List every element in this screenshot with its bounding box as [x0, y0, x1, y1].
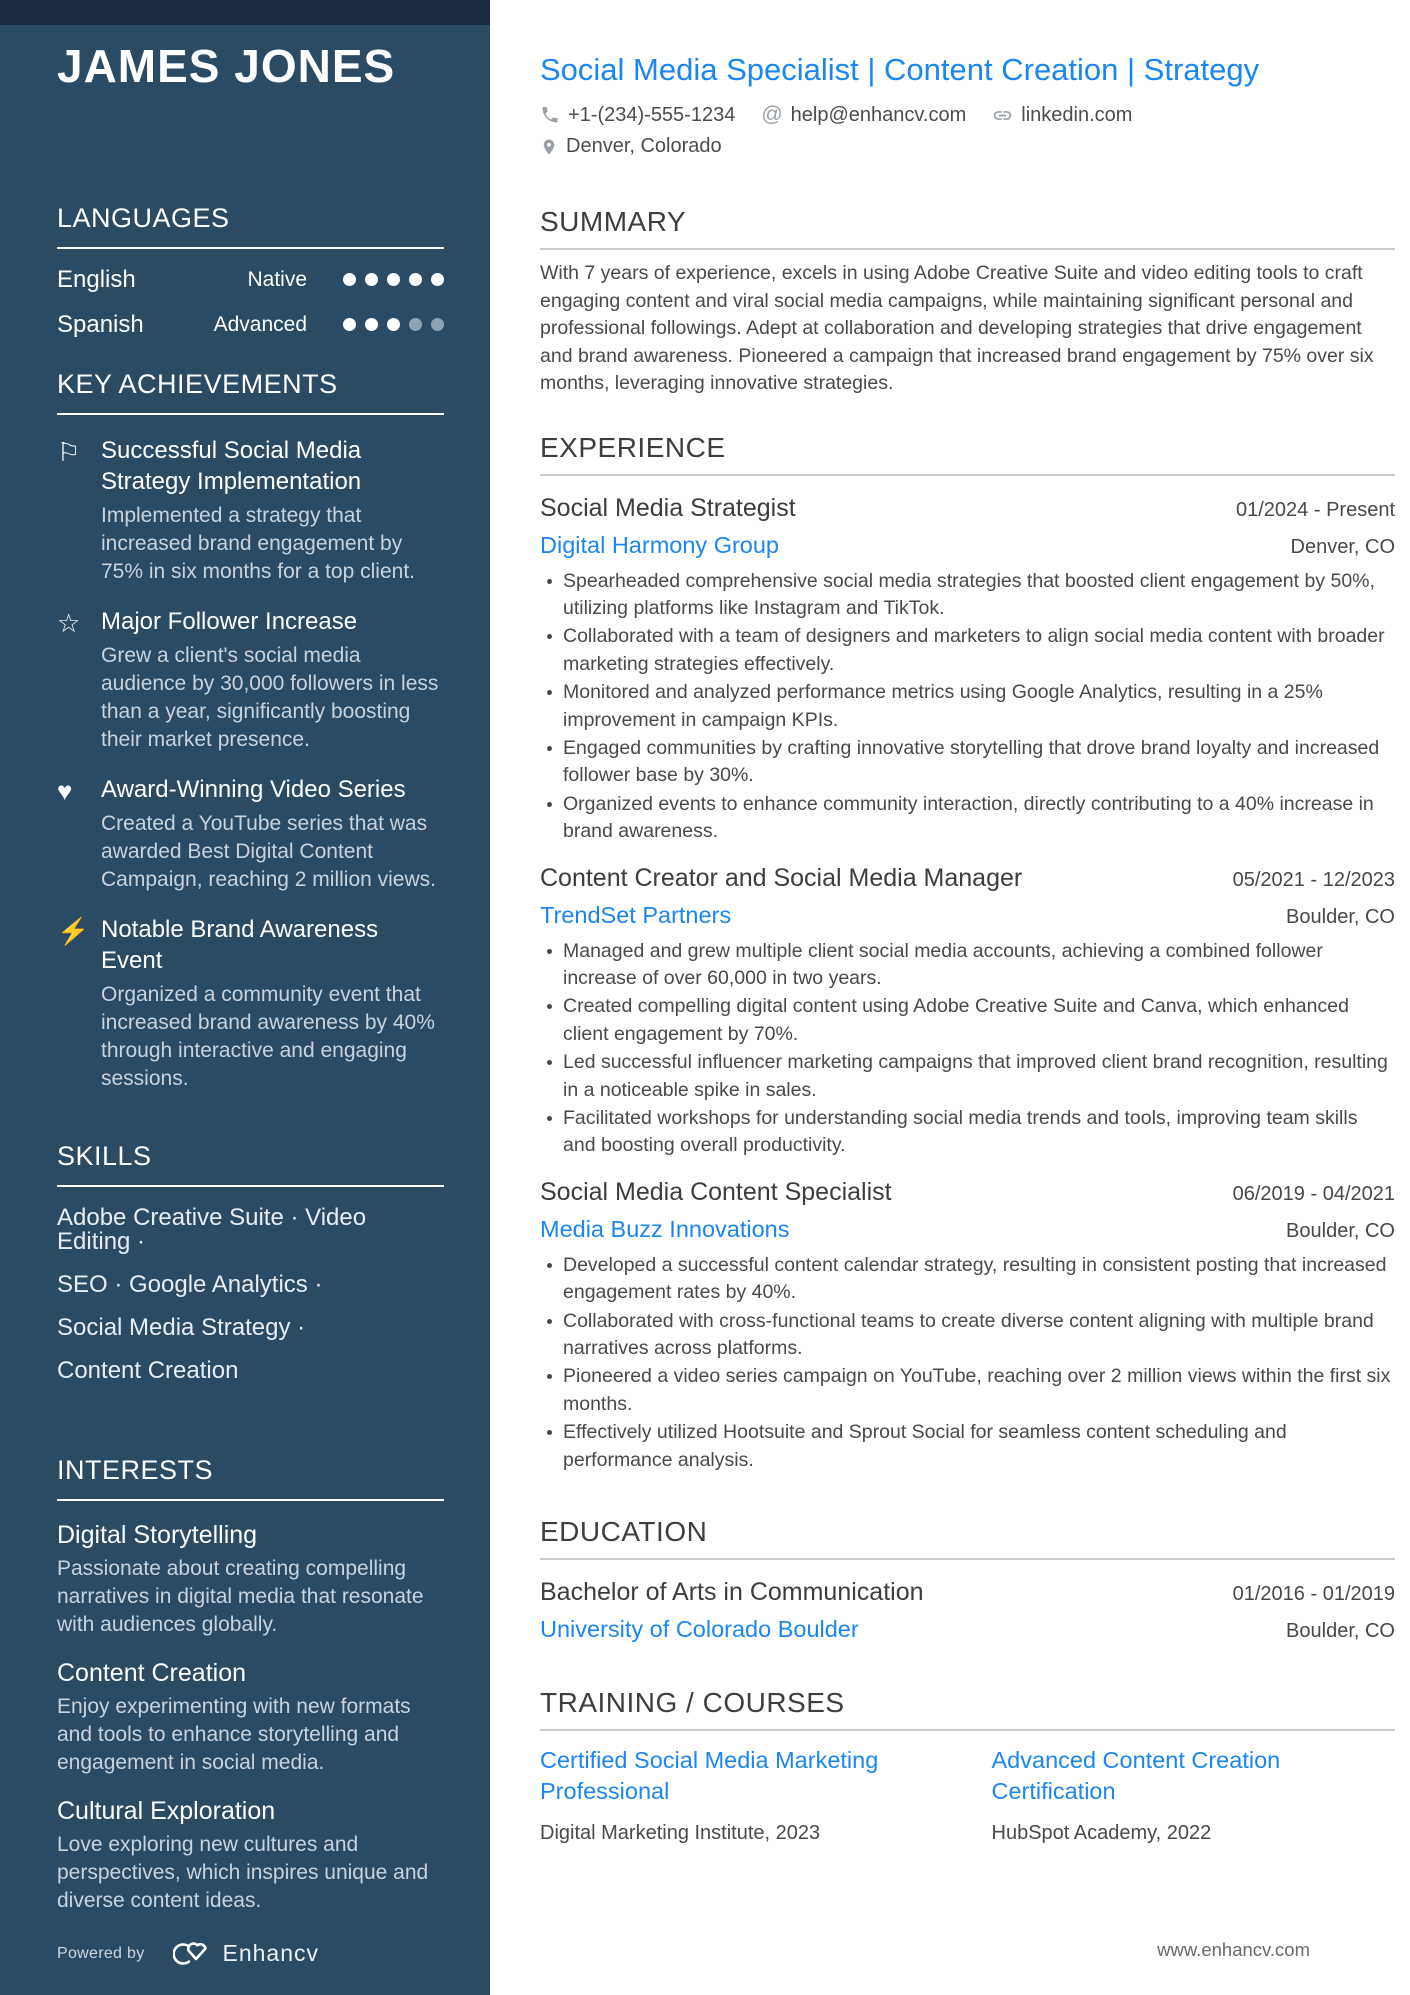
- job-dates: 01/2024 - Present: [1236, 498, 1395, 521]
- enhancv-brand-name: Enhancv: [222, 1940, 320, 1966]
- languages-heading: LANGUAGES: [57, 202, 230, 233]
- skill-line: Adobe Creative Suite · Video Editing ·: [57, 1203, 367, 1255]
- achievement-title: Major Follower Increase: [101, 607, 358, 635]
- level-dot: [387, 273, 400, 286]
- heart-icon: ♥: [57, 775, 73, 806]
- powered-by-footer: [57, 1940, 319, 1967]
- interests-section: [57, 1455, 444, 1915]
- education-heading: EDUCATION: [540, 1516, 708, 1548]
- job-subheader: [540, 1216, 1395, 1243]
- job-entry: [540, 864, 1395, 1160]
- skill-line: Content Creation: [57, 1356, 239, 1384]
- job-title: Social Media Strategist: [540, 493, 796, 522]
- language-row: [57, 266, 444, 294]
- language-level: Native: [247, 267, 307, 291]
- language-level-dots: [343, 318, 444, 331]
- education-entry: [540, 1578, 1395, 1643]
- summary-heading: SUMMARY: [540, 206, 687, 237]
- job-bullet: Led successful influencer marketing campaigns that improved client brand recognition, resulting in a noticeable spike in sales.: [563, 1049, 1395, 1104]
- link-contact[interactable]: [992, 104, 1132, 127]
- education-location: Boulder, CO: [1286, 1620, 1395, 1643]
- level-dot: [387, 318, 400, 331]
- training-section: [540, 1687, 1395, 1845]
- email-address: help@enhancv.com: [790, 103, 967, 126]
- skills-section: [57, 1141, 444, 1383]
- section-divider: [57, 247, 444, 249]
- job-bullets: [540, 568, 1395, 846]
- interests-list: [57, 1520, 444, 1915]
- language-level: Advanced: [213, 312, 307, 336]
- linkedin-url: linkedin.com: [1021, 103, 1133, 126]
- level-dot: [343, 318, 356, 331]
- job-location: Denver, CO: [1290, 535, 1395, 558]
- achievement-title: Award-Winning Video Series: [101, 775, 406, 803]
- course-provider: HubSpot Academy, 2022: [991, 1822, 1212, 1845]
- location-text: Denver, Colorado: [566, 135, 722, 157]
- job-dates: 05/2021 - 12/2023: [1232, 868, 1395, 891]
- education-dates: 01/2016 - 01/2019: [1232, 1583, 1395, 1606]
- job-location: Boulder, CO: [1286, 1219, 1395, 1242]
- location-pin-icon: [540, 137, 558, 157]
- job-bullet: Effectively utilized Hootsuite and Sprout Social for seamless content scheduling and performance analysis.: [563, 1419, 1395, 1474]
- interests-heading: INTERESTS: [57, 1454, 214, 1485]
- achievement-item: [57, 914, 444, 1093]
- interest-title: Content Creation: [57, 1658, 247, 1687]
- job-header: [540, 494, 1395, 523]
- level-dot: [343, 273, 356, 286]
- site-url: www.enhancv.com: [1157, 1939, 1310, 1960]
- job-bullet: Organized events to enhance community interaction, directly contributing to a 40% increase in brand awareness.: [563, 791, 1395, 846]
- job-entry: [540, 494, 1395, 846]
- skills-heading: SKILLS: [57, 1140, 152, 1171]
- job-bullets: [540, 1252, 1395, 1474]
- bolt-icon: ⚡: [57, 915, 90, 946]
- at-icon: @: [761, 103, 783, 126]
- phone-number: +1-(234)-555-1234: [568, 103, 736, 126]
- course-entry: [992, 1745, 1396, 1845]
- interest-description: Enjoy experimenting with new formats and tools to enhance storytelling and engagement in social media.: [57, 1694, 411, 1774]
- interest-item: [57, 1796, 444, 1915]
- achievement-description: Grew a client's social media audience by 30,000 followers in less than a year, significantly boosting their market presence.: [101, 643, 439, 751]
- job-title: Content Creator and Social Media Manager: [540, 863, 1023, 892]
- section-divider: [540, 474, 1395, 476]
- interest-item: [57, 1658, 444, 1777]
- achievements-heading: KEY ACHIEVEMENTS: [57, 368, 338, 399]
- job-bullet: Developed a successful content calendar strategy, resulting in consistent posting that increased engagement rates by 40%.: [563, 1252, 1395, 1307]
- skill-line: SEO · Google Analytics ·: [57, 1270, 323, 1298]
- degree-title: Bachelor of Arts in Communication: [540, 1578, 924, 1607]
- achievement-title: Successful Social Media Strategy Implementation: [101, 436, 362, 495]
- course-title[interactable]: Advanced Content Creation Certification: [991, 1747, 1281, 1805]
- school-name[interactable]: University of Colorado Boulder: [540, 1616, 859, 1643]
- language-name: Spanish: [57, 310, 144, 338]
- languages-section: [57, 203, 444, 339]
- interest-description: Love exploring new cultures and perspectives, which inspires unique and diverse content ideas.: [57, 1832, 429, 1912]
- experience-heading: EXPERIENCE: [540, 431, 726, 463]
- achievement-description: Implemented a strategy that increased brand engagement by 75% in six months for a top client.: [101, 503, 415, 583]
- link-icon: [992, 105, 1013, 126]
- course-provider: Digital Marketing Institute, 2023: [540, 1822, 821, 1845]
- achievement-text: [101, 606, 444, 754]
- flag-icon: ⚐: [57, 436, 81, 467]
- achievement-text: [101, 914, 444, 1093]
- job-location: Boulder, CO: [1286, 905, 1395, 928]
- job-bullet: Collaborated with a team of designers and marketers to align social media content with broader marketing strategies effectively.: [563, 623, 1395, 678]
- section-divider: [540, 1729, 1395, 1731]
- job-bullet: Managed and grew multiple client social media accounts, achieving a combined follower increase of over 60,000 in two years.: [563, 938, 1395, 993]
- training-heading: TRAINING / COURSES: [540, 1687, 845, 1719]
- job-bullet: Facilitated workshops for understanding social media trends and tools, improving team skills and boosting overall productivity.: [563, 1105, 1395, 1160]
- summary-text: With 7 years of experience, excels in using Adobe Creative Suite and video editing tools to craft engaging content and viral social media campaigns, while maintaining significant personal and professional followings. Adept at collaboration and developing strategies that drive engagement and brand awareness. Pioneered a campaign that increased brand engagement by 75% over six months, leveraging innovative strategies.: [540, 262, 1374, 394]
- course-entry: [540, 1745, 944, 1845]
- summary-section: [540, 206, 1395, 398]
- resume-name: JAMES JONES: [57, 40, 396, 92]
- level-dot: [409, 318, 422, 331]
- company-name[interactable]: Digital Harmony Group: [540, 531, 780, 558]
- job-header: [540, 864, 1395, 893]
- job-bullet: Pioneered a video series campaign on YouTube, reaching over 2 million views within the first six months.: [563, 1363, 1395, 1418]
- interest-title: Cultural Exploration: [57, 1796, 276, 1825]
- level-dot: [365, 273, 378, 286]
- achievements-list: [57, 435, 444, 1093]
- level-dot: [409, 273, 422, 286]
- job-dates: 06/2019 - 04/2021: [1232, 1182, 1395, 1205]
- achievement-item: [57, 435, 444, 586]
- level-dot: [431, 273, 444, 286]
- achievement-item: [57, 606, 444, 754]
- skills-list: [57, 1203, 444, 1384]
- achievement-description: Organized a community event that increased brand awareness by 40% through interactive and engaging sessions.: [101, 982, 435, 1090]
- interest-title: Digital Storytelling: [57, 1520, 258, 1549]
- level-dot: [431, 318, 444, 331]
- job-bullet: Spearheaded comprehensive social media strategies that boosted client engagement by 50%, utilizing platforms like Instagram and TikTok.: [563, 568, 1395, 623]
- courses-list: [540, 1745, 1395, 1845]
- language-row: [57, 311, 444, 339]
- email-contact[interactable]: [761, 103, 966, 127]
- resume-main: [490, 0, 1410, 1995]
- headline: Social Media Specialist | Content Creation | Strategy: [540, 52, 1260, 87]
- section-divider: [540, 248, 1395, 250]
- section-divider: [57, 1499, 444, 1501]
- job-bullet: Monitored and analyzed performance metrics using Google Analytics, resulting in a 25% improvement in campaign KPIs.: [563, 679, 1395, 734]
- contact-row-2: [540, 135, 1395, 158]
- job-subheader: [540, 532, 1395, 559]
- sidebar: [0, 0, 490, 1995]
- achievement-item: [57, 774, 444, 894]
- language-level-dots: [343, 273, 444, 286]
- job-bullet: Created compelling digital content using Adobe Creative Suite and Canva, which enhanced client engagement by 70%.: [563, 993, 1395, 1048]
- language-name: English: [57, 265, 136, 293]
- job-bullet: Engaged communities by crafting innovative storytelling that drove brand loyalty and increased follower base by 30%.: [563, 735, 1395, 790]
- section-divider: [540, 1558, 1395, 1560]
- sidebar-top-strip: [0, 0, 490, 25]
- skill-line: Social Media Strategy ·: [57, 1313, 306, 1341]
- phone-contact[interactable]: [540, 104, 735, 127]
- achievement-text: [101, 774, 444, 894]
- section-divider: [57, 413, 444, 415]
- company-name[interactable]: TrendSet Partners: [540, 901, 732, 928]
- education-section: [540, 1516, 1395, 1643]
- job-entry: [540, 1178, 1395, 1474]
- contact-row: [540, 103, 1395, 127]
- course-title[interactable]: Certified Social Media Marketing Professional: [540, 1747, 879, 1805]
- section-divider: [57, 1185, 444, 1187]
- phone-icon: [540, 105, 560, 125]
- experience-section: [540, 432, 1395, 1475]
- job-subheader: [540, 902, 1395, 929]
- achievement-title: Notable Brand Awareness Event: [101, 915, 379, 974]
- languages-list: [57, 266, 444, 339]
- powered-by-label: Powered by: [57, 1944, 145, 1962]
- interest-description: Passionate about creating compelling narratives in digital media that resonate with audiences globally.: [57, 1556, 424, 1636]
- achievements-section: [57, 369, 444, 1093]
- location-contact: [540, 135, 722, 158]
- job-header: [540, 1178, 1395, 1207]
- star-icon: ☆: [57, 607, 81, 638]
- interest-item: [57, 1520, 444, 1639]
- job-bullet: Collaborated with cross-functional teams to create diverse content aligning with multiple brand narratives across platforms.: [563, 1308, 1395, 1363]
- achievement-text: [101, 435, 444, 586]
- enhancv-logo-icon: [173, 1941, 213, 1967]
- achievement-description: Created a YouTube series that was awarded Best Digital Content Campaign, reaching 2 million views.: [101, 811, 436, 891]
- level-dot: [365, 318, 378, 331]
- jobs-list: [540, 494, 1395, 1475]
- job-bullets: [540, 938, 1395, 1160]
- company-name[interactable]: Media Buzz Innovations: [540, 1215, 790, 1242]
- job-title: Social Media Content Specialist: [540, 1177, 892, 1206]
